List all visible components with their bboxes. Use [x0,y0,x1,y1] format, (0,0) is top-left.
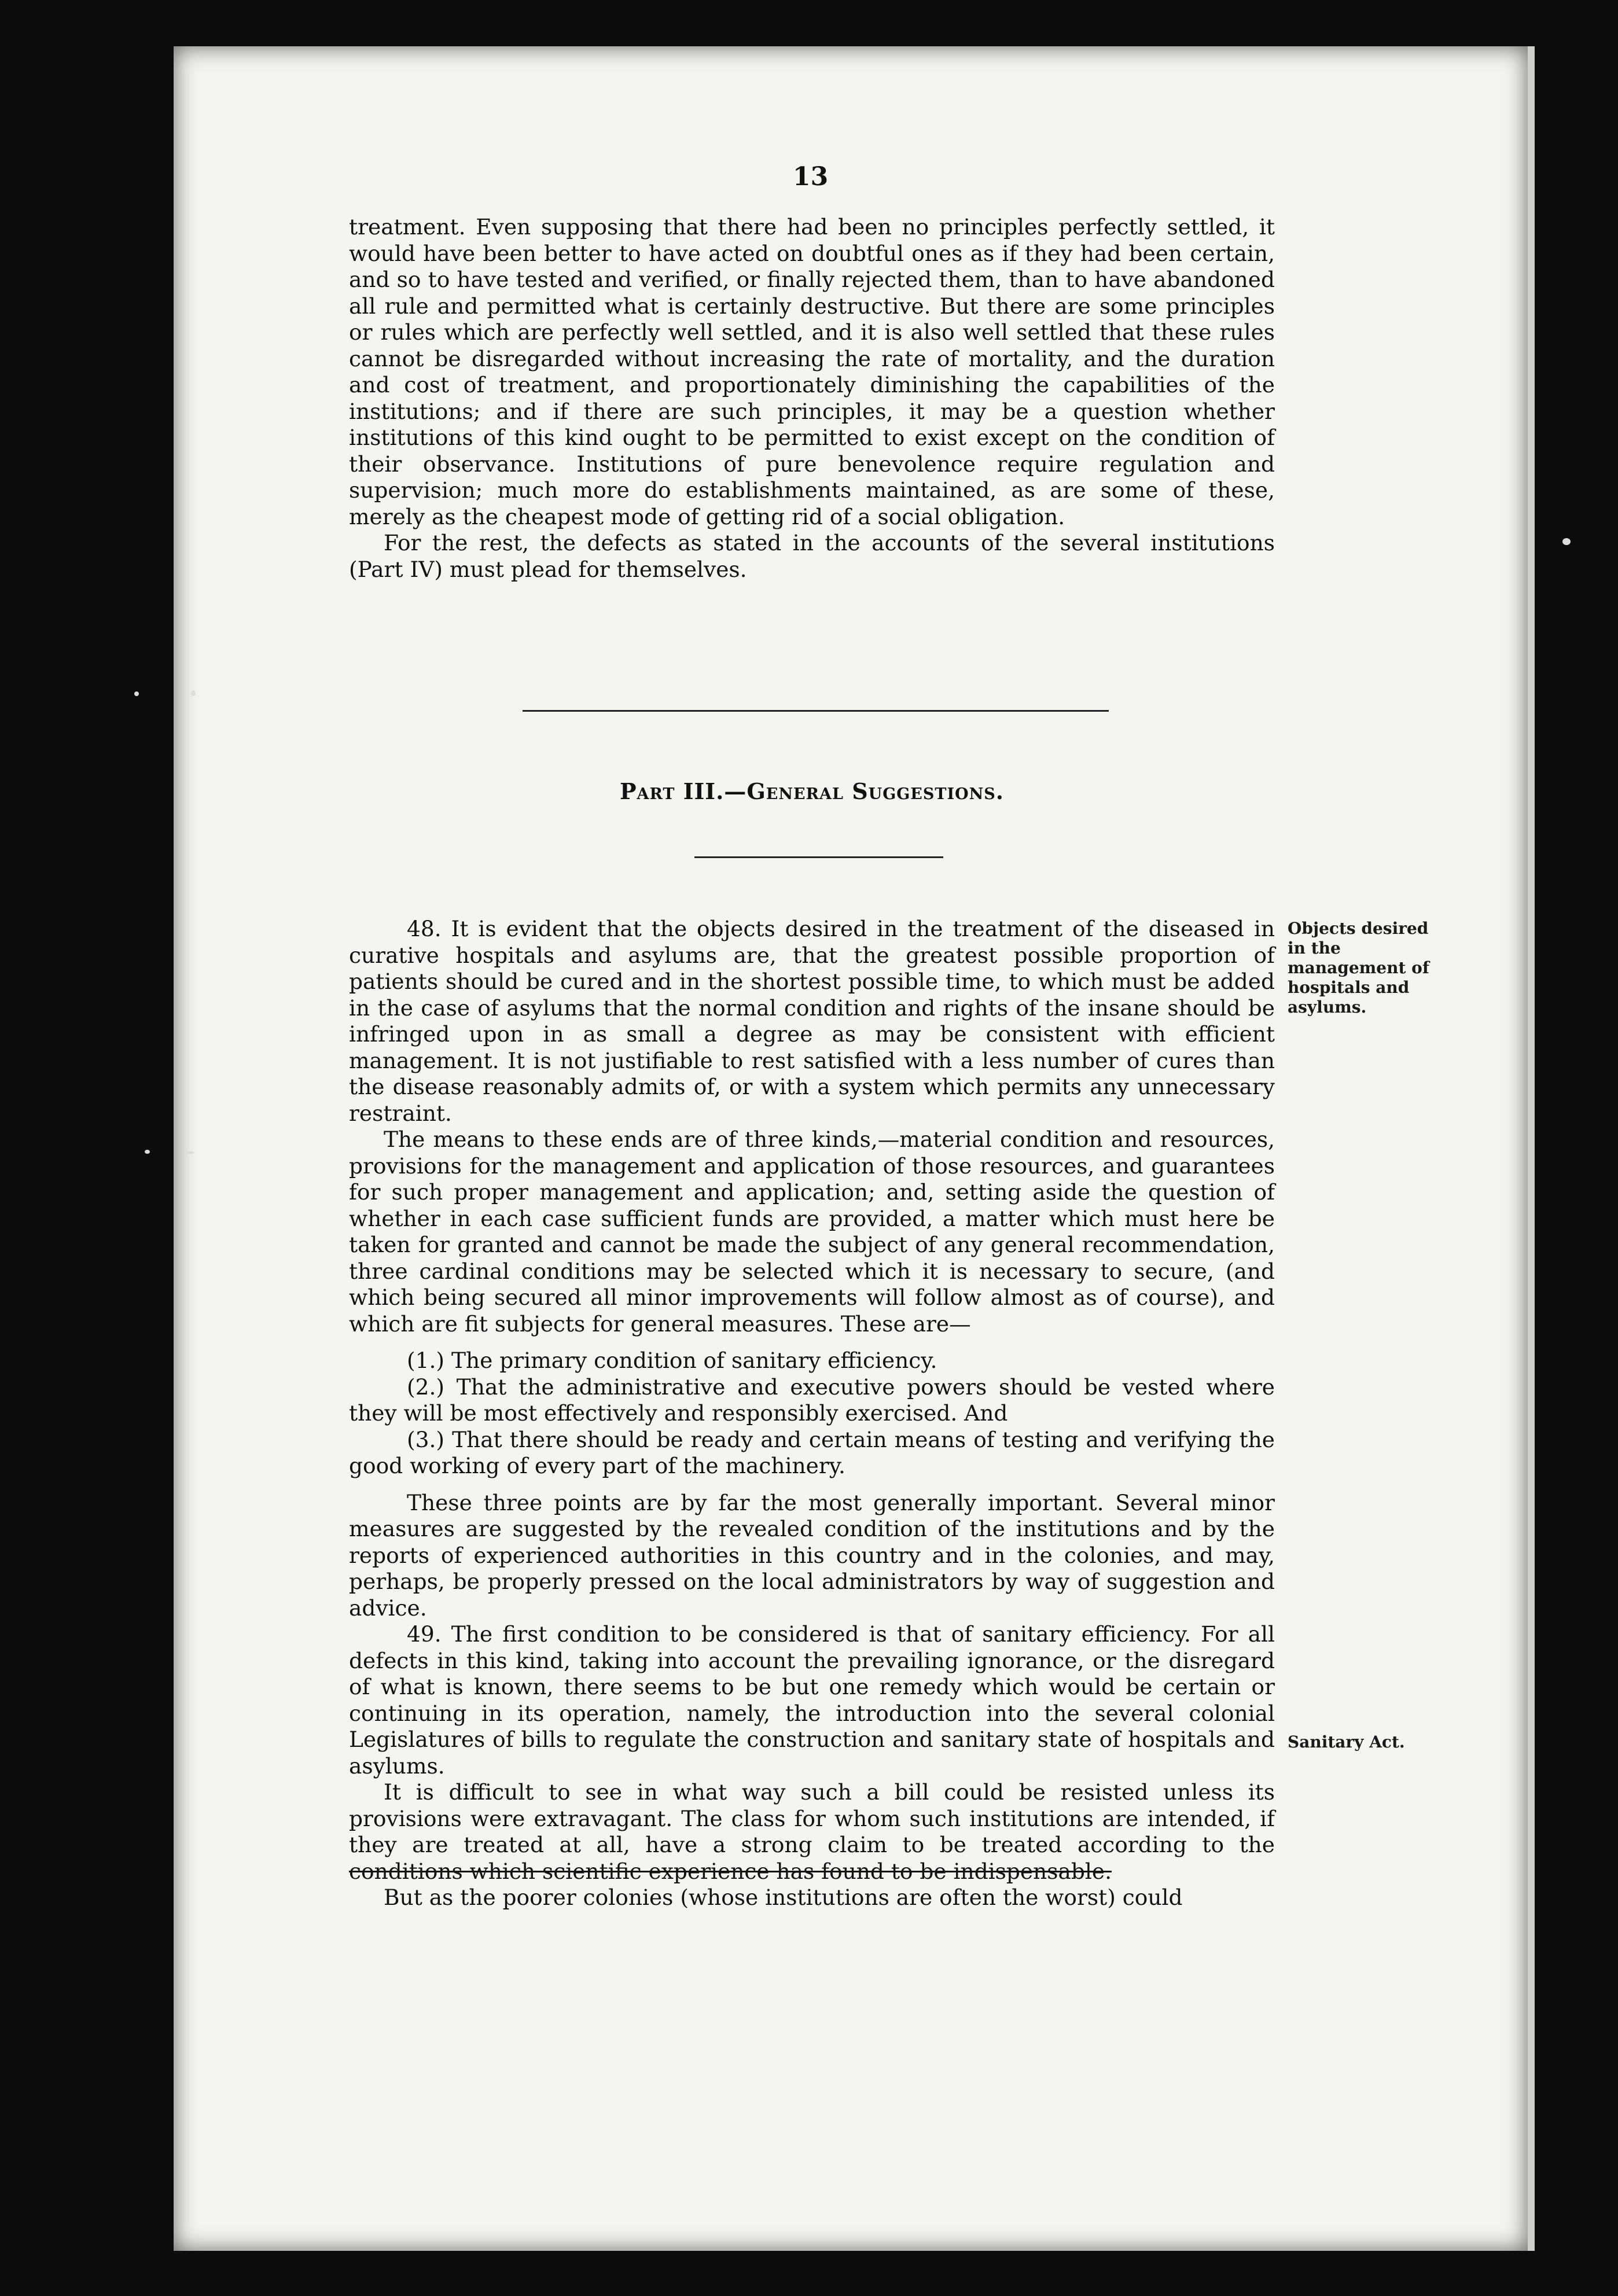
part-heading-prefix: Part III.— [619,778,747,804]
paragraph-difficult [349,1779,1275,1885]
scan-speck [134,691,139,696]
heading-divider [694,856,943,858]
scan-speck [1562,538,1571,545]
paragraph-treatment: treatment. Even supposing that there had been no principles perfectly settled, it would have been better to have acted on doubtful ones as if they had been certain, and so to have tested and verified, or finally rejected them, than to have abandoned all rule and permitted what is certainly destructive. But there are some principles or rules which are perfectly well settled, and it is also well settled that these rules cannot be disregarded without increasing the rate of mortality, and the duration and cost of treatment, and proportionately diminishing the capabilities of the institutions; and if there are such principles, it may be a question whether institutions of this kind ought to be permitted to exist except on the condition of their observance. Institutions of pure benevolence require regulation and supervision; much more do establishments maintained, as are some of these, merely as the cheapest mode of getting rid of a social obligation. [349,214,1275,529]
paragraph-48: 48. It is evident that the objects desired in the treatment of the diseased in curative hospitals and asylums are, that the greatest possible proportion of patients should be cured and in the shortest possible time, to which must be added in the case of asylums that the normal condition and rights of the insane should be infringed upon in as small a degree as may be consistent with efficient management. It is not justifiable to rest satisfied with a less number of cures than the disease reasonably admits of, or with a system which permits any unnecessary restraint. [349,916,1275,1126]
struck-text: conditions which scientific experience has found to be indispensable. [349,1858,1112,1884]
scan-speck [185,1151,194,1154]
list-item-3: (3.) That there should be ready and certain means of testing and verifying the good working of every part of the machinery. [349,1426,1275,1478]
paragraph-three-points: These three points are by far the most generally important. Several minor measures are suggested by the revealed condition of the institutions and by the reports of experienced authorities in this country and in the colonies, and may, perhaps, be properly pressed on the local administrators by way of suggestion and advice. [349,1489,1275,1621]
margin-note-sanitary: Sanitary Act. [1288,1732,1405,1752]
list-item-2: (2.) That the administrative and executive powers should be vested where they will be most effectively and responsibly exercised. And [349,1374,1275,1426]
paragraph-means: The means to these ends are of three kinds,—material condition and resources, provisions for the management and application of those resources, and guarantees for such proper management and application; and, setting aside the question of whether in each case sufficient funds are provided, a matter which must here be taken for granted and cannot be made the subject of any general recommendation, three cardinal conditions may be selected which it is necessary to secure, (and which being secured all minor improvements will follow almost as of course), and which are fit subjects for general measures. These are— [349,1127,1275,1337]
scan-speck [191,690,196,696]
paragraph-difficult-text: It is difficult to see in what way such a bill could be resisted unless its provisions were extravagant. The class for whom such institutions are intended, if they are treated at all, have a strong claim to be treated according to the [349,1779,1275,1857]
page-edge [1528,46,1535,2251]
part-three-body [349,916,1275,1911]
paragraph-poorer-colonies: But as the poorer colonies (whose institutions are often the worst) could [384,1885,1183,1910]
part-heading [349,778,1275,804]
section-divider [523,710,1109,712]
list-item-1: (1.) The primary condition of sanitary efficiency. [407,1348,937,1373]
scan-speck [145,1150,150,1154]
paragraph-49: 49. The first condition to be considered is that of sanitary efficiency. For all defects in this kind, taking into account the prevailing ignorance, or the disregard of what is known, there seems to be but one remedy which would be certain or continuing in its operation, namely, the introduction into the several colonial Legislatures of bills to regulate the construction and sanitary state of hospitals and asylums. [349,1621,1275,1779]
page-number: 13 [793,162,829,192]
margin-note-objects: Objects desired in the management of hospitals and asylums. [1288,919,1429,1017]
part-heading-title: General Suggestions. [747,778,1005,804]
opening-section [349,214,1275,583]
paragraph-for-the-rest: For the rest, the defects as stated in the accounts of the several institutions (Part IV) must plead for themselves. [349,530,1275,582]
